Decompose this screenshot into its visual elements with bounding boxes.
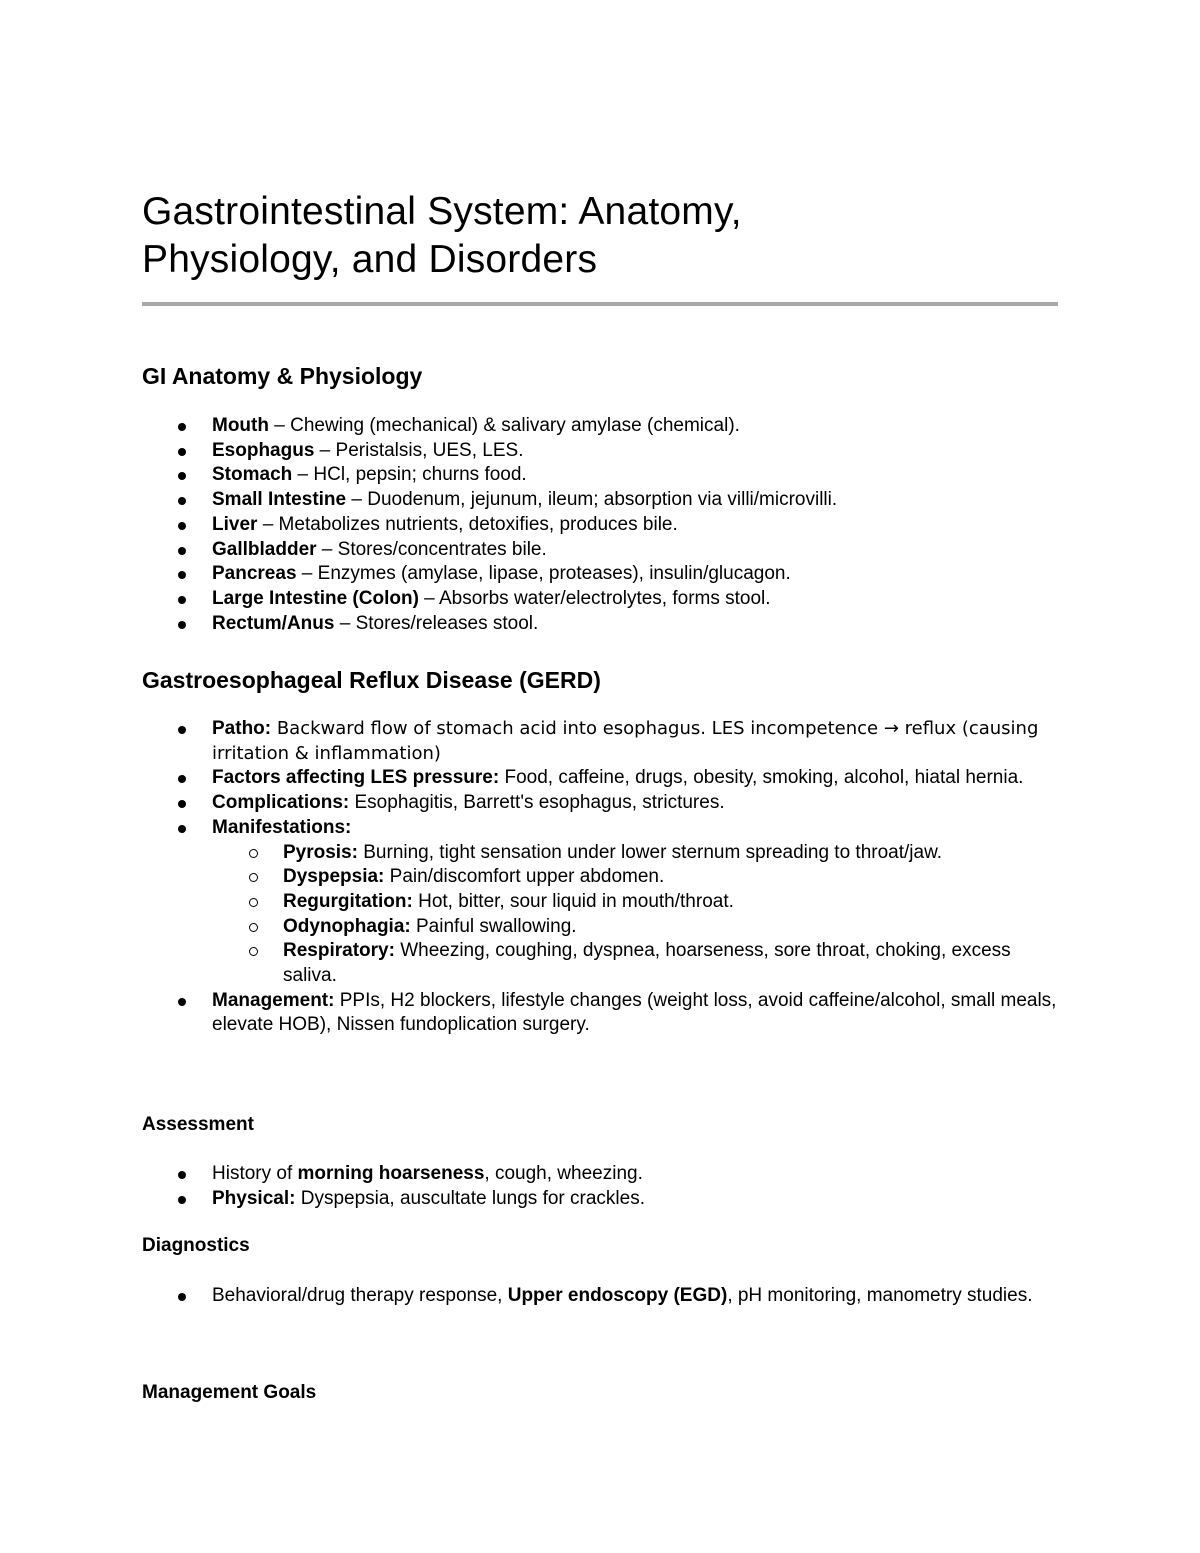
item-text: History of — [212, 1163, 298, 1184]
title-line-2: Physiology, and Disorders — [142, 238, 598, 281]
section-heading-gerd: Gastroesophageal Reflux Disease (GERD) — [142, 667, 601, 693]
section-assessment — [142, 1113, 1060, 1137]
bullet-icon — [178, 472, 186, 480]
list-item — [142, 1162, 1060, 1187]
item-term: Liver — [212, 513, 258, 535]
item-term: Pyrosis: — [283, 841, 358, 863]
document-title — [142, 188, 1060, 284]
item-term: Management: — [212, 989, 335, 1011]
bullet-icon — [178, 1171, 186, 1179]
assessment-list — [142, 1162, 1060, 1211]
anatomy-list — [142, 414, 1060, 636]
bullet-icon — [178, 448, 186, 456]
item-text: Esophagitis, Barrett's esophagus, strictures. — [349, 792, 725, 814]
item-term: Regurgitation: — [283, 890, 413, 912]
item-text: Behavioral/drug therapy response, — [212, 1285, 508, 1306]
item-term: Factors affecting LES pressure: — [212, 767, 500, 789]
item-term: Gallbladder — [212, 538, 317, 560]
item-text: Dyspepsia, auscultate lungs for crackles. — [295, 1187, 645, 1209]
list-item — [142, 463, 1060, 488]
circle-bullet-icon — [249, 849, 258, 858]
item-text: Burning, tight sensation under lower sternum spreading to throat/jaw. — [357, 841, 943, 863]
bullet-icon — [178, 423, 186, 431]
list-item — [142, 816, 1060, 989]
section-gerd — [142, 665, 1060, 695]
item-term: Mouth — [212, 415, 269, 436]
item-text: – Enzymes (amylase, lipase, proteases), insulin/glucagon. — [296, 563, 791, 585]
item-term: Stomach — [212, 464, 293, 486]
section-heading-anatomy: GI Anatomy & Physiology — [142, 363, 423, 389]
item-term: Small Intestine — [212, 489, 347, 511]
circle-bullet-icon — [249, 923, 258, 932]
list-item — [142, 562, 1060, 587]
title-divider — [142, 302, 1058, 306]
list-item — [142, 791, 1060, 816]
bullet-icon — [178, 775, 186, 783]
sub-list-item — [142, 841, 1060, 866]
list-item — [142, 439, 1060, 464]
item-term: Esophagus — [212, 439, 315, 461]
item-term: Rectum/Anus — [212, 612, 335, 634]
list-item — [142, 587, 1060, 612]
bullet-icon — [178, 621, 186, 629]
list-item — [142, 414, 1060, 439]
bullet-icon — [178, 571, 186, 579]
section-diagnostics — [142, 1234, 1060, 1258]
list-item — [142, 989, 1060, 1038]
title-line-1: Gastrointestinal System: Anatomy, — [142, 190, 742, 233]
bullet-icon — [178, 825, 186, 833]
bullet-icon — [178, 1196, 186, 1204]
item-term: Large Intestine (Colon) — [212, 587, 419, 609]
item-text: , pH monitoring, manometry studies. — [727, 1285, 1033, 1306]
circle-bullet-icon — [249, 898, 258, 907]
manifestations-list — [142, 841, 1060, 989]
bullet-icon — [178, 497, 186, 505]
sub-list-item — [142, 915, 1060, 940]
sub-list-item — [142, 890, 1060, 915]
item-term: Pancreas — [212, 563, 297, 585]
list-item — [142, 538, 1060, 563]
item-text: PPIs, H2 blockers, lifestyle changes (weight loss, avoid caffeine/alcohol, small meals, elevate HOB), Nissen fundoplication surgery. — [212, 989, 1057, 1036]
item-term: Upper endoscopy (EGD) — [507, 1285, 728, 1306]
item-text: Food, caffeine, drugs, obesity, smoking, alcohol, hiatal hernia. — [499, 767, 1024, 789]
section-management-goals — [142, 1381, 1060, 1405]
bullet-icon — [178, 800, 186, 808]
circle-bullet-icon — [249, 947, 258, 956]
item-text: – Stores/releases stool. — [334, 612, 539, 634]
section-heading-diagnostics: Diagnostics — [142, 1235, 250, 1256]
item-text: – Metabolizes nutrients, detoxifies, produces bile. — [257, 513, 678, 535]
sub-list-item — [142, 865, 1060, 890]
item-text: Painful swallowing. — [410, 915, 577, 937]
item-text: Pain/discomfort upper abdomen. — [384, 866, 665, 888]
item-term: Physical: — [212, 1187, 296, 1209]
list-item — [142, 1187, 1060, 1212]
bullet-icon — [178, 596, 186, 604]
sub-list-item — [142, 939, 1060, 988]
bullet-icon — [178, 547, 186, 555]
item-term: Respiratory: — [283, 940, 395, 962]
item-text: – Chewing (mechanical) & salivary amylase (chemical). — [268, 415, 740, 436]
item-term: morning hoarseness — [297, 1163, 485, 1184]
item-text: Backward flow of stomach acid into esophagus. LES incompetence → reflux (causing irritation & inflammation) — [212, 718, 1039, 764]
item-text: – HCl, pepsin; churns food. — [292, 464, 527, 486]
bullet-icon — [178, 522, 186, 530]
list-item — [142, 717, 1060, 766]
list-item — [142, 766, 1060, 791]
item-text: – Peristalsis, UES, LES. — [314, 439, 524, 461]
section-heading-management-goals: Management Goals — [142, 1382, 317, 1403]
item-text: , cough, wheezing. — [484, 1163, 643, 1184]
gerd-list — [142, 717, 1060, 1038]
item-term: Manifestations: — [212, 816, 352, 838]
bullet-icon — [178, 726, 186, 734]
list-item — [142, 612, 1060, 637]
item-text: Wheezing, coughing, dyspnea, hoarseness, sore throat, choking, excess saliva. — [283, 940, 1011, 987]
item-text: – Duodenum, jejunum, ileum; absorption via villi/microvilli. — [346, 489, 838, 511]
item-text: – Stores/concentrates bile. — [316, 538, 547, 560]
item-term: Patho: — [212, 718, 272, 739]
item-term: Dyspepsia: — [283, 866, 385, 888]
bullet-icon — [178, 998, 186, 1006]
item-text: – Absorbs water/electrolytes, forms stool. — [418, 587, 771, 609]
section-heading-assessment: Assessment — [142, 1114, 254, 1135]
item-term: Complications: — [212, 792, 350, 814]
list-item — [142, 513, 1060, 538]
circle-bullet-icon — [249, 873, 258, 882]
item-term: Odynophagia: — [283, 915, 411, 937]
diagnostics-list — [142, 1284, 1060, 1309]
list-item — [142, 488, 1060, 513]
item-text: Hot, bitter, sour liquid in mouth/throat. — [412, 890, 734, 912]
section-anatomy — [142, 361, 1060, 391]
bullet-icon — [178, 1293, 186, 1301]
list-item — [142, 1284, 1060, 1309]
